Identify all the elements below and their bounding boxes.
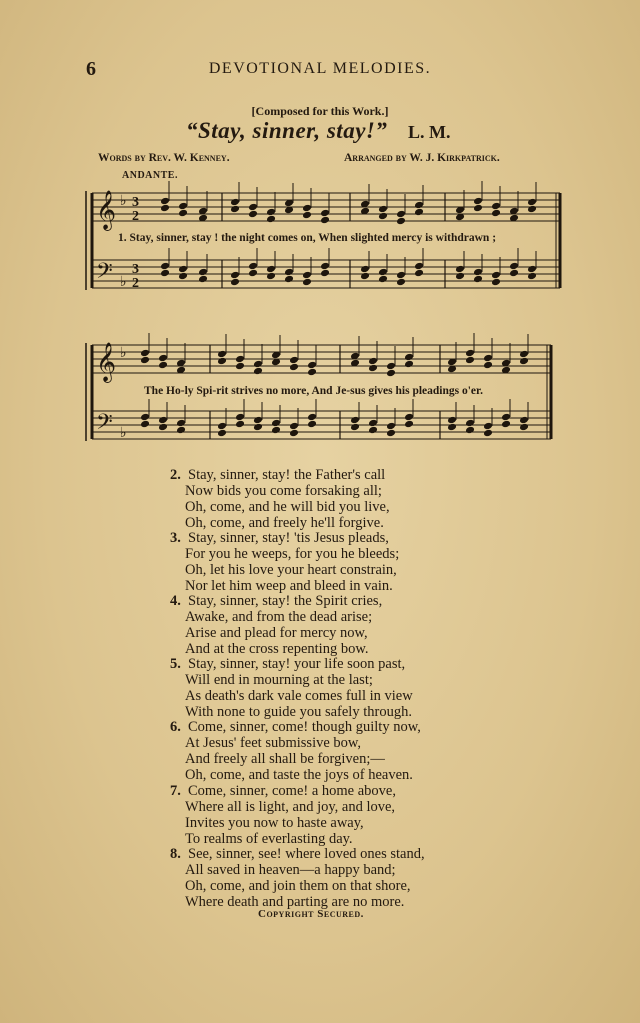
note-head: [320, 262, 330, 271]
note-head: [320, 269, 330, 278]
stanza-line: Awake, and from the dead arise;: [185, 609, 373, 625]
stanza-number: 3.: [170, 530, 181, 546]
note-head: [483, 422, 493, 431]
note-head: [248, 210, 258, 219]
note-head: [307, 368, 317, 377]
note-head: [235, 420, 245, 429]
stanza-number: 4.: [170, 593, 181, 609]
note-head: [284, 275, 294, 284]
note-head: [491, 271, 501, 280]
words-credit: Words by Rev. W. Kenney.: [98, 152, 230, 164]
note-head: [350, 416, 360, 425]
note-head: [404, 353, 414, 362]
note-head: [266, 215, 276, 224]
note-head: [178, 209, 188, 218]
note-head: [483, 361, 493, 370]
copyright-notice: Copyright Secured.: [258, 908, 364, 920]
stanza-line: See, sinner, see! where loved ones stand,: [188, 846, 425, 862]
note-head: [248, 203, 258, 212]
note-head: [160, 269, 170, 278]
stanza-3: [170, 530, 399, 594]
note-head: [396, 271, 406, 280]
note-head: [527, 272, 537, 281]
stanza-line: Come, sinner, come! though guilty now,: [188, 719, 421, 735]
note-head: [386, 369, 396, 378]
note-head: [465, 426, 475, 435]
lyric-line-1: 1. Stay, sinner, stay ! the night comes on, When slighted mercy is withdrawn ;: [118, 232, 497, 244]
note-head: [230, 198, 240, 207]
lyric-line-2: The Ho-ly Spi-rit strives no more, And Je-sus gives his pleadings o'er.: [144, 385, 483, 397]
note-head: [160, 204, 170, 213]
stanza-line: Stay, sinner, stay! the Father's call: [188, 467, 386, 483]
bass-clef: 𝄢: [96, 259, 113, 289]
note-head: [404, 420, 414, 429]
note-head: [248, 269, 258, 278]
flat-sign: ♭: [120, 345, 127, 361]
note-head: [483, 429, 493, 438]
note-head: [140, 420, 150, 429]
stanza-2: [170, 467, 390, 531]
note-head: [509, 269, 519, 278]
note-head: [455, 272, 465, 281]
note-head: [378, 275, 388, 284]
treble-clef: 𝄞: [96, 342, 117, 382]
stanza-line: And at the cross repenting bow.: [185, 641, 369, 657]
note-head: [465, 349, 475, 358]
stanza-line: Now bids you come forsaking all;: [185, 483, 382, 499]
tempo-marking: ANDANTE.: [122, 170, 178, 181]
note-head: [230, 278, 240, 287]
stanza-7: [170, 783, 396, 847]
stanza-line: Oh, come, and join them on that shore,: [185, 878, 411, 894]
note-head: [527, 198, 537, 207]
note-head: [368, 364, 378, 373]
note-head: [350, 423, 360, 432]
note-head: [158, 416, 168, 425]
note-head: [414, 208, 424, 217]
note-head: [217, 429, 227, 438]
note-head: [176, 419, 186, 428]
note-head: [473, 204, 483, 213]
note-head: [509, 262, 519, 271]
note-head: [447, 416, 457, 425]
stanza-line: At Jesus' feet submissive bow,: [185, 735, 362, 751]
note-head: [491, 202, 501, 211]
note-head: [198, 275, 208, 284]
music-credit: Arranged by W. J. Kirkpatrick.: [344, 152, 500, 164]
note-head: [414, 262, 424, 271]
note-head: [455, 265, 465, 274]
time-signature-denominator: 2: [132, 209, 139, 224]
flat-sign: ♭: [120, 193, 127, 209]
stanza-5: [170, 656, 413, 720]
stanza-line: Nor let him weep and bleed in vain.: [185, 578, 393, 594]
note-head: [266, 265, 276, 274]
note-head: [253, 360, 263, 369]
note-head: [519, 350, 529, 359]
hymn-title: “Stay, sinner, stay!”: [186, 118, 388, 143]
bass-clef: 𝄢: [96, 410, 113, 440]
stanza-line: Invites you now to haste away,: [185, 815, 364, 831]
note-head: [302, 204, 312, 213]
note-head: [160, 262, 170, 271]
note-head: [465, 356, 475, 365]
note-head: [253, 423, 263, 432]
note-head: [320, 216, 330, 225]
stanza-number: 8.: [170, 846, 181, 862]
note-head: [396, 210, 406, 219]
running-title: DEVOTIONAL MELODIES.: [208, 60, 432, 77]
note-head: [483, 354, 493, 363]
note-head: [302, 211, 312, 220]
stanza-line: Stay, sinner, stay! 'tis Jesus pleads,: [188, 530, 389, 546]
stanza-number: 6.: [170, 719, 181, 735]
note-head: [378, 205, 388, 214]
note-head: [527, 205, 537, 214]
note-head: [501, 420, 511, 429]
note-head: [140, 356, 150, 365]
stanza-line: Stay, sinner, stay! the Spirit cries,: [188, 593, 383, 609]
stanza-line: Oh, let his love your heart constrain,: [185, 562, 397, 578]
note-head: [178, 272, 188, 281]
note-head: [178, 265, 188, 274]
note-head: [519, 423, 529, 432]
treble-clef: 𝄞: [96, 190, 117, 230]
note-head: [217, 422, 227, 431]
stanza-line: With none to guide you safely through.: [185, 704, 412, 720]
note-head: [414, 269, 424, 278]
note-head: [266, 208, 276, 217]
note-head: [235, 362, 245, 371]
stanza-line: Oh, come, and freely he'll forgive.: [185, 515, 384, 531]
note-head: [320, 209, 330, 218]
note-head: [271, 419, 281, 428]
note-head: [527, 265, 537, 274]
note-head: [473, 268, 483, 277]
note-head: [519, 416, 529, 425]
stanza-line: Where all is light, and joy, and love,: [185, 799, 396, 815]
note-head: [368, 426, 378, 435]
stanza-number: 7.: [170, 783, 181, 799]
stanza-line: To realms of everlasting day.: [185, 831, 353, 847]
note-head: [178, 202, 188, 211]
note-head: [378, 212, 388, 221]
stanza-line: For you he weeps, for you he bleeds;: [185, 546, 400, 562]
note-head: [140, 349, 150, 358]
note-head: [289, 429, 299, 438]
stanza-line: Stay, sinner, stay! your life soon past,: [188, 656, 406, 672]
note-head: [253, 367, 263, 376]
note-head: [307, 420, 317, 429]
flat-sign: ♭: [120, 425, 127, 441]
note-head: [473, 197, 483, 206]
note-head: [447, 423, 457, 432]
note-head: [266, 272, 276, 281]
note-head: [386, 362, 396, 371]
note-head: [158, 423, 168, 432]
note-head: [491, 209, 501, 218]
stanza-4: [170, 593, 382, 657]
note-head: [158, 354, 168, 363]
note-head: [198, 268, 208, 277]
note-head: [284, 268, 294, 277]
stanza-line: Arise and plead for mercy now,: [185, 625, 368, 641]
note-head: [217, 357, 227, 366]
stanza-line: As death's dark vale comes full in view: [185, 688, 413, 704]
note-head: [289, 363, 299, 372]
note-head: [360, 272, 370, 281]
note-head: [248, 262, 258, 271]
note-head: [217, 350, 227, 359]
flat-sign: ♭: [120, 274, 127, 290]
time-signature-denominator: 2: [132, 276, 139, 291]
note-head: [404, 413, 414, 422]
note-head: [501, 413, 511, 422]
note-head: [302, 278, 312, 287]
stanza-line: Will end in mourning at the last;: [185, 672, 373, 688]
note-head: [302, 271, 312, 280]
note-head: [289, 422, 299, 431]
note-head: [396, 278, 406, 287]
stanza-line: All saved in heaven—a happy band;: [185, 862, 396, 878]
stanza-number: 2.: [170, 467, 181, 483]
note-head: [386, 422, 396, 431]
note-head: [307, 413, 317, 422]
stanza-line: And freely all shall be forgiven;—: [185, 751, 385, 767]
note-head: [160, 197, 170, 206]
stanza-6: [170, 719, 421, 783]
stanza-line: Come, sinner, come! a home above,: [188, 783, 396, 799]
page-number: 6: [86, 58, 96, 80]
note-head: [368, 419, 378, 428]
stanza-line: Oh, come, and he will bid you live,: [185, 499, 390, 515]
note-head: [140, 413, 150, 422]
note-head: [386, 429, 396, 438]
note-head: [307, 361, 317, 370]
note-head: [360, 265, 370, 274]
stanza-number: 5.: [170, 656, 181, 672]
time-signature-numerator: 3: [132, 262, 139, 277]
note-head: [396, 217, 406, 226]
note-head: [368, 357, 378, 366]
note-head: [289, 356, 299, 365]
note-head: [176, 426, 186, 435]
note-head: [230, 271, 240, 280]
stanza-line: Where death and parting are no more.: [185, 894, 405, 910]
stanza-line: Oh, come, and taste the joys of heaven.: [185, 767, 413, 783]
note-head: [378, 268, 388, 277]
note-head: [235, 413, 245, 422]
note-head: [404, 360, 414, 369]
hymn-meter: L. M.: [408, 122, 451, 142]
note-head: [230, 205, 240, 214]
note-head: [473, 275, 483, 284]
note-head: [235, 355, 245, 364]
note-head: [491, 278, 501, 287]
note-head: [519, 357, 529, 366]
time-signature-numerator: 3: [132, 195, 139, 210]
note-head: [253, 416, 263, 425]
composition-note: [Composed for this Work.]: [251, 104, 389, 118]
note-head: [465, 419, 475, 428]
note-head: [158, 361, 168, 370]
note-head: [414, 201, 424, 210]
note-head: [271, 426, 281, 435]
stanza-8: [170, 846, 425, 910]
